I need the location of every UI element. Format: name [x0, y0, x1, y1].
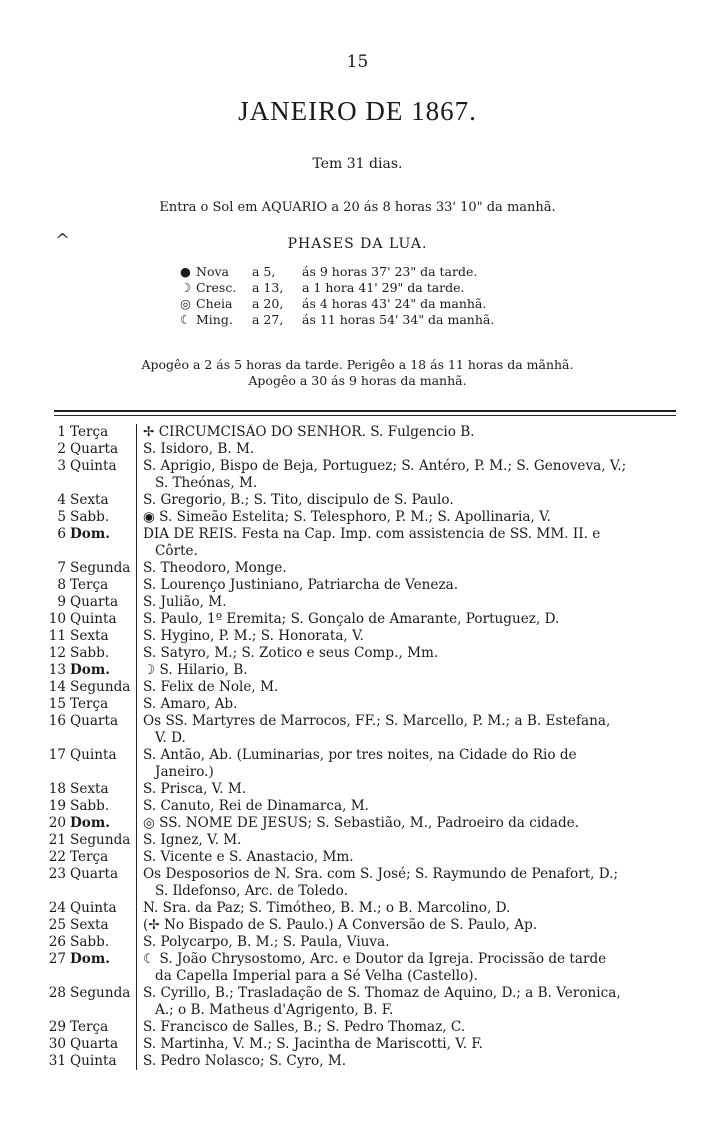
saints-text: S. Pedro Nolasco; S. Cyro, M. [143, 1053, 347, 1069]
day-number: 15 [48, 696, 66, 712]
saints-cell [136, 832, 686, 849]
calendar-row [46, 611, 686, 628]
weekday: Segunda [70, 679, 131, 695]
saints-cell [136, 441, 686, 458]
day-number: 22 [48, 849, 66, 865]
saints-text: ◉ S. Simeão Estelita; S. Telesphoro, P. M.; S. Apollinaria, V. [143, 509, 551, 525]
day-cell [46, 951, 136, 968]
calendar-row [46, 1019, 686, 1036]
saints-text: Janeiro.) [155, 764, 214, 780]
weekday: Quarta [70, 713, 119, 729]
saints-cell [136, 594, 686, 611]
weekday: Quarta [70, 866, 119, 882]
saints-text: S. Prisca, V. M. [143, 781, 247, 797]
saints-cell [136, 781, 686, 798]
saints-cell [136, 985, 686, 1019]
weekday: Quarta [70, 441, 119, 457]
divider [54, 410, 676, 412]
day-cell [46, 628, 136, 645]
saints-cell [136, 951, 686, 985]
saints-cell [136, 849, 686, 866]
saints-cell [136, 917, 686, 934]
day-number: 31 [48, 1053, 66, 1069]
saints-cell [136, 628, 686, 645]
saints-text: S. Paulo, 1º Eremita; S. Gonçalo de Amarante, Portuguez, D. [143, 611, 560, 627]
calendar-row [46, 798, 686, 815]
day-number: 19 [48, 798, 66, 814]
weekday: Dom. [70, 951, 110, 967]
day-number: 26 [48, 934, 66, 950]
weekday: Sexta [70, 781, 109, 797]
day-cell [46, 781, 136, 798]
saints-text: S. Gregorio, B.; S. Tito, discipulo de S. Paulo. [143, 492, 454, 508]
saints-cell [136, 900, 686, 917]
saints-text: S. Polycarpo, B. M.; S. Paula, Viuva. [143, 934, 390, 950]
day-cell [46, 509, 136, 526]
saints-cell [136, 696, 686, 713]
day-number: 27 [48, 951, 66, 967]
phase-row [180, 280, 560, 296]
weekday: Sexta [70, 628, 109, 644]
saints-cell [136, 458, 686, 492]
saints-text: (✢ No Bispado de S. Paulo.) A Conversão de S. Paulo, Ap. [143, 917, 538, 933]
sun-entry: Entra o Sol em AQUARIO a 20 ás 8 horas 33' 10" da manhã. [159, 200, 556, 215]
weekday: Sabb. [70, 934, 110, 950]
day-cell [46, 866, 136, 883]
saints-cell [136, 645, 686, 662]
calendar-row [46, 985, 686, 1019]
calendar-table [46, 424, 686, 1070]
phase-time: a 1 hora 41' 29" da tarde. [302, 280, 465, 295]
phases-title: PHASES DA LUA. [287, 236, 428, 252]
calendar-row [46, 815, 686, 832]
day-cell [46, 577, 136, 594]
calendar-row [46, 628, 686, 645]
weekday: Quarta [70, 1036, 119, 1052]
saints-text: A.; o B. Matheus d'Agrigento, B. F. [155, 1002, 394, 1018]
day-number: 20 [48, 815, 66, 831]
day-number: 11 [48, 628, 66, 644]
day-cell [46, 917, 136, 934]
saints-cell [136, 1036, 686, 1053]
day-number: 9 [57, 594, 66, 610]
weekday: Quinta [70, 1053, 117, 1069]
saints-cell [136, 611, 686, 628]
day-number: 29 [48, 1019, 66, 1035]
saints-text: S. Antão, Ab. (Luminarias, por tres noites, na Cidade do Rio de [143, 747, 577, 763]
saints-text: ◎ SS. NOME DE JESUS; S. Sebastião, M., Padroeiro da cidade. [143, 815, 580, 831]
saints-cell [136, 798, 686, 815]
days-count: Tem 31 dias. [312, 156, 403, 172]
calendar-row [46, 679, 686, 696]
weekday: Sexta [70, 492, 109, 508]
calendar-row [46, 509, 686, 526]
phase-date: a 20, [252, 296, 284, 311]
weekday: Sexta [70, 917, 109, 933]
calendar-row [46, 917, 686, 934]
calendar-row [46, 458, 686, 492]
saints-cell [136, 424, 686, 441]
saints-text: S. Isidoro, B. M. [143, 441, 255, 457]
saints-cell [136, 577, 686, 594]
phase-row [180, 264, 560, 280]
day-number: 24 [48, 900, 66, 916]
phase-symbol-icon: ● [180, 264, 191, 279]
calendar-row [46, 832, 686, 849]
weekday: Terça [70, 849, 109, 865]
weekday: Dom. [70, 526, 110, 542]
day-number: 12 [48, 645, 66, 661]
saints-text: Os SS. Martyres de Marrocos, FF.; S. Marcello, P. M.; a B. Estefana, [143, 713, 611, 729]
saints-text: S. Theónas, M. [155, 475, 258, 491]
saints-text: S. Lourenço Justiniano, Patriarcha de Veneza. [143, 577, 459, 593]
saints-text: Côrte. [155, 543, 198, 559]
day-cell [46, 798, 136, 815]
day-cell [46, 492, 136, 509]
moon-phases [180, 264, 560, 328]
day-cell [46, 441, 136, 458]
phase-time: ás 11 horas 54' 34" da manhã. [302, 312, 495, 327]
saints-text: ☾ S. João Chrysostomo, Arc. e Doutor da Igreja. Procissão de tarde [143, 951, 607, 967]
divider [54, 415, 676, 416]
saints-text: S. Francisco de Salles, B.; S. Pedro Thomaz, C. [143, 1019, 466, 1035]
day-number: 28 [48, 985, 66, 1001]
calendar-row [46, 1053, 686, 1070]
weekday: Quinta [70, 900, 117, 916]
phase-time: ás 4 horas 43' 24" da manhã. [302, 296, 487, 311]
saints-cell [136, 1053, 686, 1070]
calendar-row [46, 781, 686, 798]
day-number: 1 [57, 424, 66, 440]
calendar-row [46, 747, 686, 781]
saints-text: da Capella Imperial para a Sé Velha (Castello). [155, 968, 478, 984]
calendar-row [46, 900, 686, 917]
calendar-row [46, 441, 686, 458]
saints-cell [136, 866, 686, 900]
day-cell [46, 1053, 136, 1070]
day-cell [46, 713, 136, 730]
weekday: Dom. [70, 815, 110, 831]
day-cell [46, 458, 136, 475]
saints-text: ☽ S. Hilario, B. [143, 662, 248, 678]
saints-text: S. Felix de Nole, M. [143, 679, 279, 695]
page-number: 15 [346, 52, 369, 72]
day-number: 2 [57, 441, 66, 457]
saints-cell [136, 492, 686, 509]
day-number: 3 [57, 458, 66, 474]
phase-time: ás 9 horas 37' 23" da tarde. [302, 264, 478, 279]
day-cell [46, 679, 136, 696]
calendar-row [46, 526, 686, 560]
day-cell [46, 645, 136, 662]
weekday: Dom. [70, 662, 110, 678]
calendar-row [46, 662, 686, 679]
day-cell [46, 1036, 136, 1053]
phase-date: a 27, [252, 312, 284, 327]
day-cell [46, 611, 136, 628]
saints-cell [136, 934, 686, 951]
weekday: Quinta [70, 611, 117, 627]
phase-name: Ming. [196, 312, 233, 327]
day-number: 21 [48, 832, 66, 848]
saints-cell [136, 560, 686, 577]
day-cell [46, 815, 136, 832]
phase-date: a 5, [252, 264, 276, 279]
day-cell [46, 747, 136, 764]
saints-text: S. Martinha, V. M.; S. Jacintha de Mariscotti, V. F. [143, 1036, 484, 1052]
saints-cell [136, 747, 686, 781]
day-number: 30 [48, 1036, 66, 1052]
day-number: 23 [48, 866, 66, 882]
day-cell [46, 985, 136, 1002]
calendar-row [46, 560, 686, 577]
page-title: JANEIRO DE 1867. [238, 96, 477, 126]
calendar-row [46, 849, 686, 866]
day-number: 10 [48, 611, 66, 627]
saints-cell [136, 1019, 686, 1036]
weekday: Segunda [70, 560, 131, 576]
calendar-row [46, 645, 686, 662]
apogee-line-2: Apogêo a 30 ás 9 horas da manhã. [248, 373, 467, 388]
day-cell [46, 849, 136, 866]
day-cell [46, 526, 136, 543]
saints-cell [136, 815, 686, 832]
saints-text: S. Aprigio, Bispo de Beja, Portuguez; S. Antéro, P. M.; S. Genoveva, V.; [143, 458, 627, 474]
weekday: Sabb. [70, 509, 110, 525]
day-number: 6 [57, 526, 66, 542]
phase-date: a 13, [252, 280, 284, 295]
phase-symbol-icon: ◎ [180, 296, 191, 311]
saints-text: S. Theodoro, Monge. [143, 560, 287, 576]
day-number: 5 [57, 509, 66, 525]
day-number: 17 [48, 747, 66, 763]
day-cell [46, 560, 136, 577]
saints-text: Os Desposorios de N. Sra. com S. José; S. Raymundo de Penafort, D.; [143, 866, 619, 882]
saints-text: ✢ CIRCUMCISÃO DO SENHOR. S. Fulgencio B. [143, 424, 475, 440]
phase-row [180, 296, 560, 312]
day-number: 16 [48, 713, 66, 729]
calendar-row [46, 696, 686, 713]
day-cell [46, 832, 136, 849]
weekday: Segunda [70, 985, 131, 1001]
day-number: 4 [57, 492, 66, 508]
weekday: Quinta [70, 747, 117, 763]
saints-text: S. Vicente e S. Anastacio, Mm. [143, 849, 354, 865]
apogee-info [0, 357, 715, 389]
day-number: 13 [48, 662, 66, 678]
phase-symbol-icon: ☾ [180, 312, 192, 327]
calendar-row [46, 866, 686, 900]
saints-text: S. Julião, M. [143, 594, 227, 610]
calendar-row [46, 1036, 686, 1053]
day-cell [46, 696, 136, 713]
day-number: 18 [48, 781, 66, 797]
calendar-row [46, 424, 686, 441]
weekday: Quarta [70, 594, 119, 610]
saints-text: DIA DE REIS. Festa na Cap. Imp. com assistencia de SS. MM. II. e [143, 526, 601, 542]
day-number: 7 [57, 560, 66, 576]
saints-text: S. Ildefonso, Arc. de Toledo. [155, 883, 348, 899]
phase-name: Cheia [196, 296, 233, 311]
day-cell [46, 900, 136, 917]
saints-text: S. Amaro, Ab. [143, 696, 238, 712]
day-number: 8 [57, 577, 66, 593]
saints-text: S. Cyrillo, B.; Trasladação de S. Thomaz de Aquino, D.; a B. Veronica, [143, 985, 621, 1001]
saints-text: V. D. [155, 730, 186, 746]
weekday: Segunda [70, 832, 131, 848]
calendar-row [46, 577, 686, 594]
calendar-row [46, 713, 686, 747]
phase-name: Nova [196, 264, 229, 279]
phase-row [180, 312, 560, 328]
weekday: Terça [70, 696, 109, 712]
apogee-line-1: Apogêo a 2 ás 5 horas da tarde. Perigêo a 18 ás 11 horas da mãnhã. [141, 357, 574, 372]
saints-text: S. Ignez, V. M. [143, 832, 242, 848]
saints-text: S. Hygino, P. M.; S. Honorata, V. [143, 628, 364, 644]
weekday: Sabb. [70, 645, 110, 661]
day-cell [46, 662, 136, 679]
weekday: Quinta [70, 458, 117, 474]
calendar-row [46, 492, 686, 509]
saints-text: S. Canuto, Rei de Dinamarca, M. [143, 798, 369, 814]
calendar-row [46, 951, 686, 985]
saints-text: S. Satyro, M.; S. Zotico e seus Comp., Mm. [143, 645, 439, 661]
day-cell [46, 594, 136, 611]
saints-cell [136, 526, 686, 560]
weekday: Terça [70, 1019, 109, 1035]
day-cell [46, 1019, 136, 1036]
phase-symbol-icon: ☽ [180, 280, 192, 295]
weekday: Terça [70, 577, 109, 593]
day-number: 25 [48, 917, 66, 933]
saints-cell [136, 662, 686, 679]
saints-cell [136, 509, 686, 526]
weekday: Terça [70, 424, 109, 440]
phase-name: Cresc. [196, 280, 237, 295]
day-cell [46, 934, 136, 951]
margin-mark: ^ [55, 230, 71, 251]
weekday: Sabb. [70, 798, 110, 814]
saints-cell [136, 713, 686, 747]
calendar-row [46, 594, 686, 611]
saints-cell [136, 679, 686, 696]
day-number: 14 [48, 679, 66, 695]
calendar-row [46, 934, 686, 951]
day-cell [46, 424, 136, 441]
saints-text: N. Sra. da Paz; S. Timótheo, B. M.; o B. Marcolino, D. [143, 900, 511, 916]
